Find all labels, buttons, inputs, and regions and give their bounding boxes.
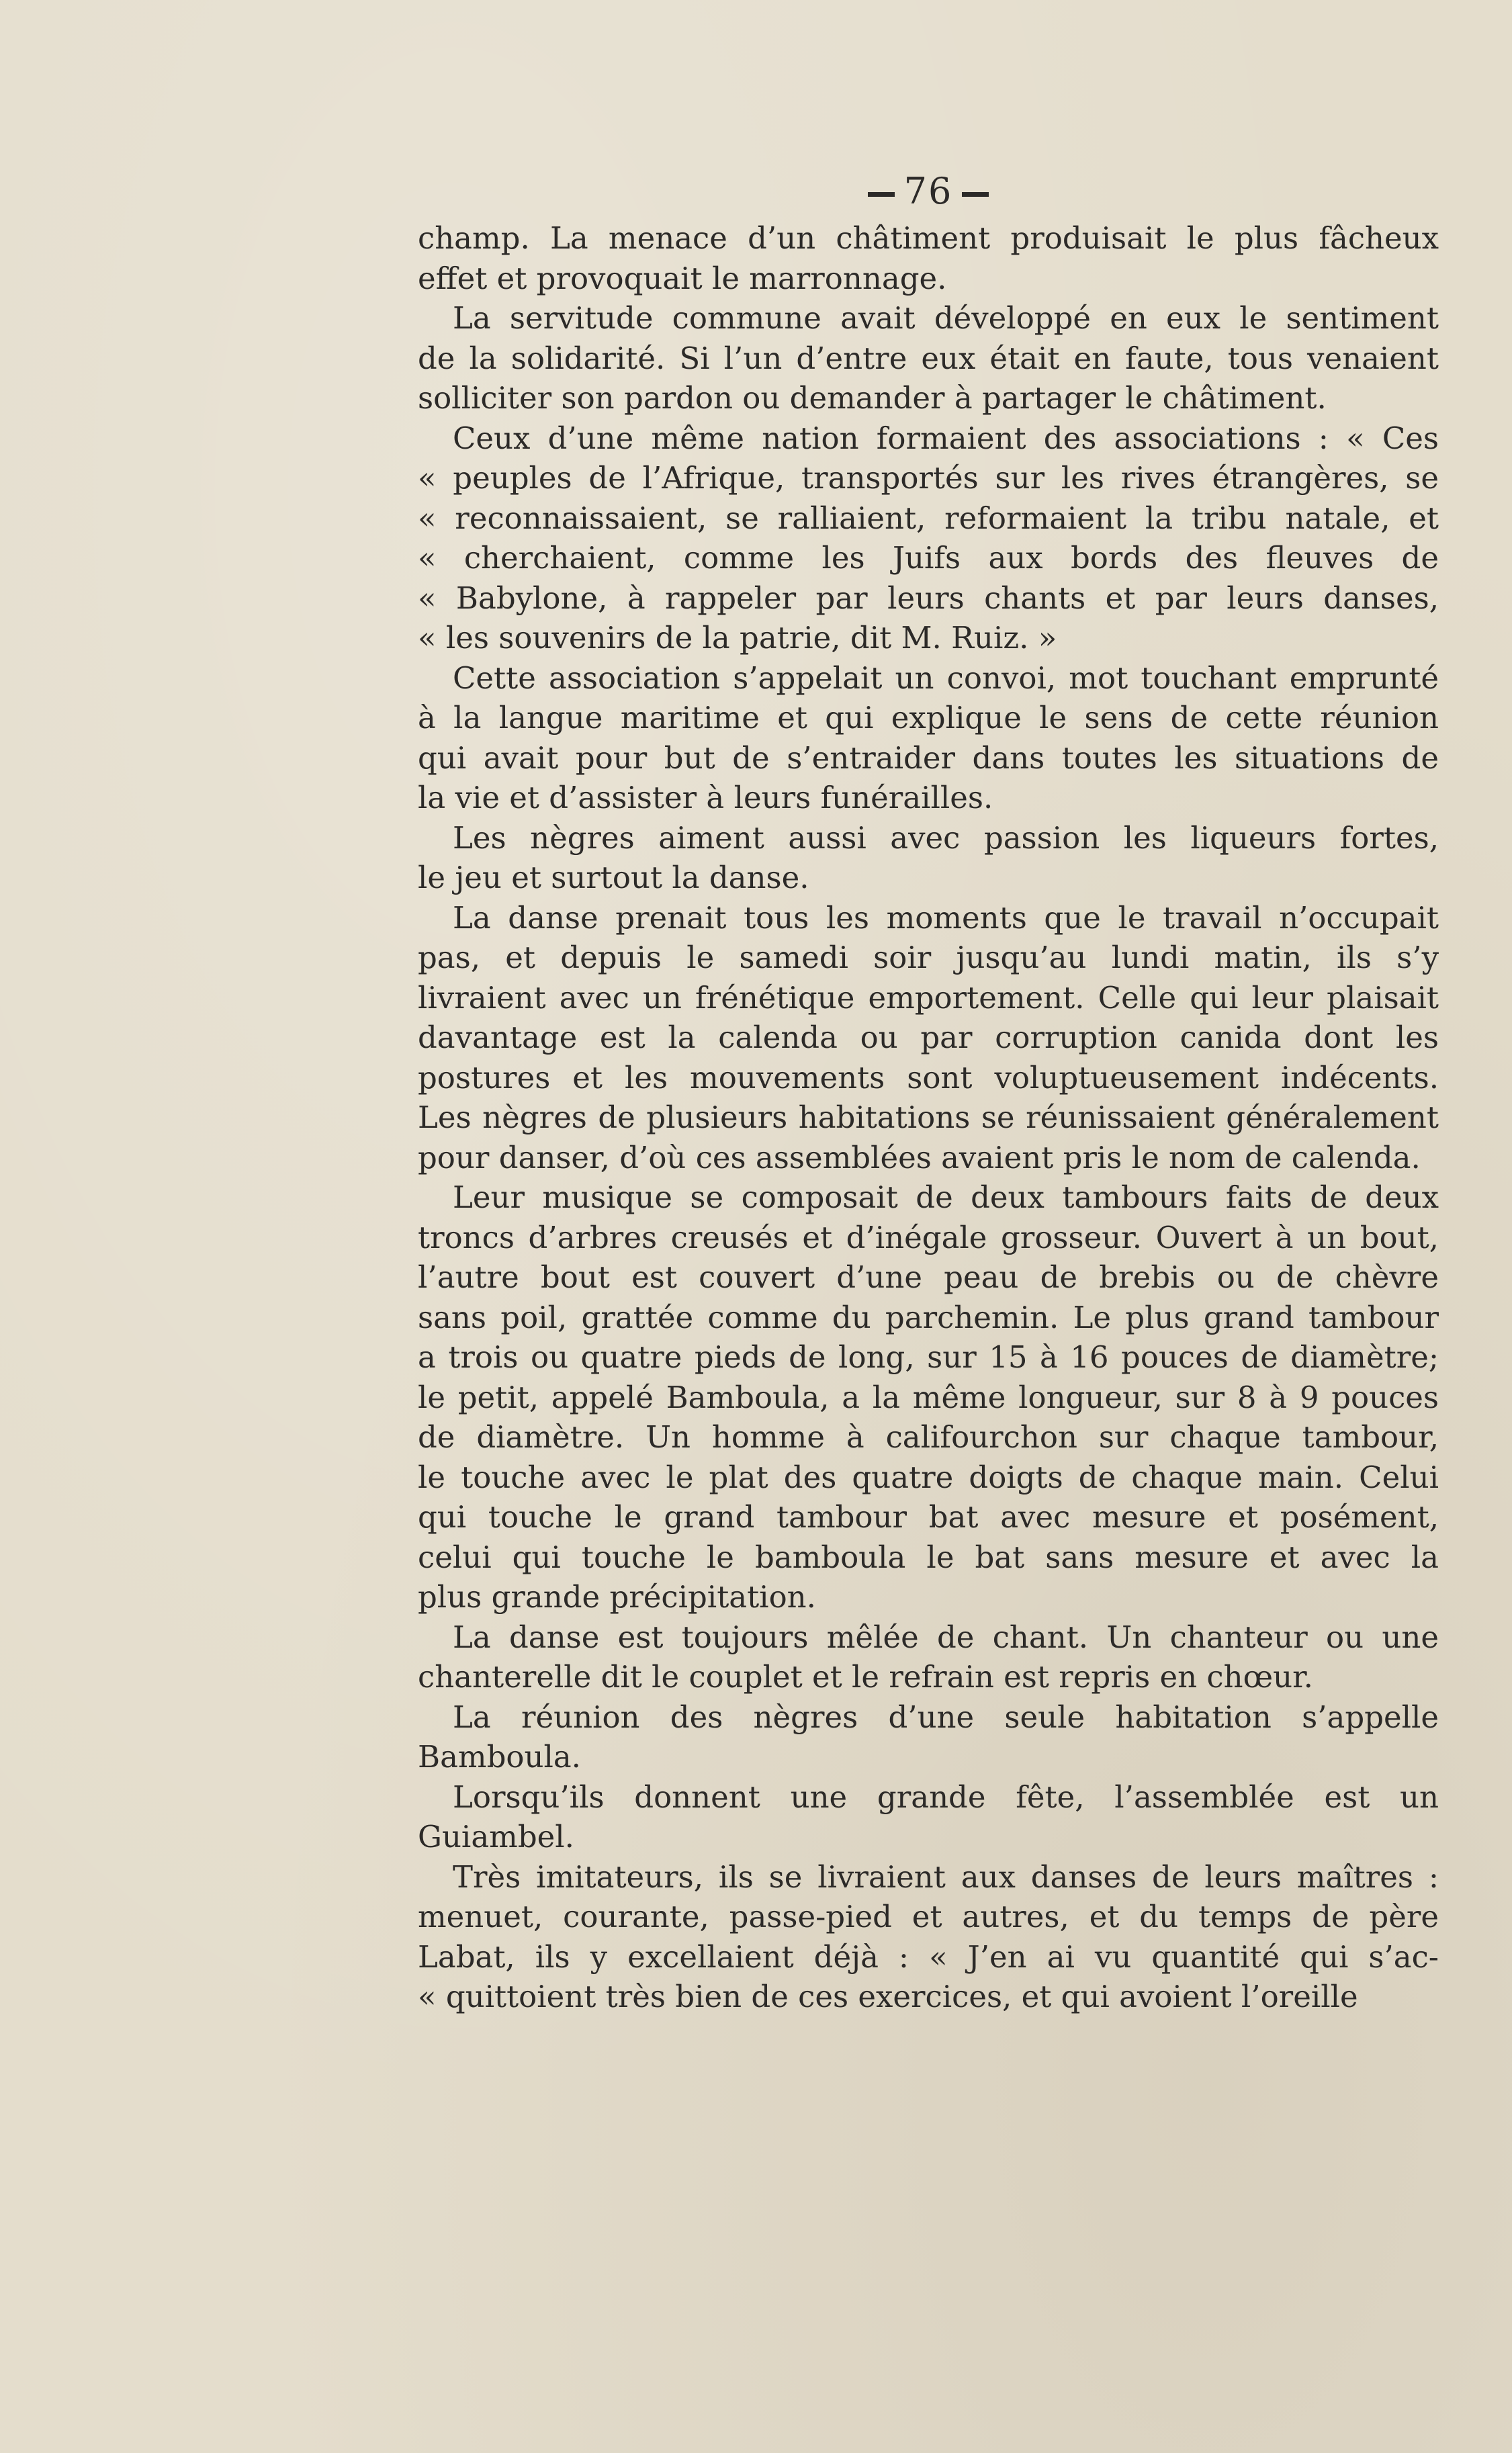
- dash-right: [962, 192, 989, 197]
- text-line: postures et les mouvements sont voluptueusement indécents.: [418, 1059, 1439, 1096]
- dash-left: [868, 192, 895, 197]
- text-line: champ. La menace d’un châtiment produisait le plus fâcheux: [418, 220, 1439, 256]
- text-line: « Babylone, à rappeler par leurs chants et par leurs danses,: [418, 580, 1439, 616]
- text-line: Lorsqu’ils donnent une grande fête, l’assemblée est un: [453, 1779, 1439, 1815]
- text-line: la vie et d’assister à leurs funérailles.: [418, 780, 993, 815]
- text-line: « cherchaient, comme les Juifs aux bords des fleuves de: [418, 540, 1439, 576]
- text-line: le touche avec le plat des quatre doigts de chaque main. Celui: [418, 1459, 1439, 1495]
- text-line: menuet, courante, passe-pied et autres, et du temps de père: [418, 1899, 1439, 1934]
- text-line: La réunion des nègres d’une seule habitation s’appelle: [453, 1699, 1439, 1735]
- text-line: de diamètre. Un homme à califourchon sur chaque tambour,: [418, 1419, 1439, 1455]
- body-text: [418, 218, 1439, 2017]
- paragraph: [418, 818, 1439, 898]
- text-line: solliciter son pardon ou demander à partager le châtiment.: [418, 380, 1327, 416]
- text-line: à la langue maritime et qui explique le sens de cette réunion: [418, 700, 1439, 735]
- text-line: chanterelle dit le couplet et le refrain est repris en chœur.: [418, 1659, 1313, 1695]
- paragraph: [418, 1777, 1439, 1857]
- text-line: Ceux d’une même nation formaient des associations : « Ces: [453, 420, 1439, 456]
- text-line: « peuples de l’Afrique, transportés sur les rives étrangères, se: [418, 460, 1439, 496]
- text-line: qui touche le grand tambour bat avec mesure et posément,: [418, 1499, 1439, 1535]
- page-number-value: 76: [903, 170, 953, 212]
- text-line: plus grande précipitation.: [418, 1579, 816, 1615]
- text-line: qui avait pour but de s’entraider dans toutes les situations de: [418, 740, 1439, 776]
- text-line: davantage est la calenda ou par corruption canida dont les: [418, 1020, 1439, 1055]
- text-line: troncs d’arbres creusés et d’inégale grosseur. Ouvert à un bout,: [418, 1219, 1439, 1255]
- page-number: [418, 171, 1439, 218]
- text-line: le jeu et surtout la danse.: [418, 860, 809, 895]
- text-line: a trois ou quatre pieds de long, sur 15 à 16 pouces de diamètre;: [418, 1339, 1439, 1375]
- paragraph: [418, 1177, 1439, 1617]
- text-line: Les nègres de plusieurs habitations se réunissaient généralement: [418, 1100, 1439, 1135]
- text-line: pas, et depuis le samedi soir jusqu’au lundi matin, ils s’y: [418, 940, 1439, 975]
- text-line: Les nègres aiment aussi avec passion les liqueurs fortes,: [453, 819, 1439, 856]
- paragraph: [418, 658, 1439, 818]
- text-line: « les souvenirs de la patrie, dit M. Ruiz. »: [418, 620, 1057, 656]
- paragraph: [418, 898, 1439, 1178]
- paragraph: [418, 1697, 1439, 1777]
- text-line: de la solidarité. Si l’un d’entre eux était en faute, tous venaient: [418, 340, 1439, 376]
- text-line: Labat, ils y excellaient déjà : « J’en ai vu quantité qui s’ac-: [418, 1938, 1439, 1975]
- text-line: La danse est toujours mêlée de chant. Un chanteur ou une: [453, 1619, 1439, 1655]
- text-line: le petit, appelé Bamboula, a la même longueur, sur 8 à 9 pouces: [418, 1379, 1439, 1415]
- text-line: l’autre bout est couvert d’une peau de brebis ou de chèvre: [418, 1259, 1439, 1295]
- text-line: sans poil, grattée comme du parchemin. Le plus grand tambour: [418, 1299, 1439, 1335]
- text-line: Très imitateurs, ils se livraient aux danses de leurs maîtres :: [453, 1859, 1439, 1895]
- text-line: effet et provoquait le marronnage.: [418, 260, 947, 296]
- paragraph: [418, 1857, 1439, 2017]
- paragraph: [418, 298, 1439, 418]
- paragraph: [418, 1617, 1439, 1697]
- text-line: « quittoient très bien de ces exercices, et qui avoient l’oreille: [418, 1979, 1358, 2014]
- text-line: pour danser, d’où ces assemblées avaient pris le nom de calenda.: [418, 1139, 1421, 1175]
- text-line: celui qui touche le bamboula le bat sans mesure et avec la: [418, 1539, 1439, 1575]
- text-line: Leur musique se composait de deux tambours faits de deux: [453, 1179, 1439, 1215]
- text-line: La danse prenait tous les moments que le travail n’occupait: [453, 899, 1439, 936]
- book-page: [418, 171, 1439, 2017]
- text-line: livraient avec un frénétique emportement. Celle qui leur plaisait: [418, 979, 1439, 1016]
- text-line: Guiambel.: [418, 1819, 574, 1855]
- text-line: La servitude commune avait développé en eux le sentiment: [453, 300, 1439, 336]
- paragraph: [418, 418, 1439, 658]
- text-line: « reconnaissaient, se ralliaient, reformaient la tribu natale, et: [418, 500, 1439, 536]
- text-line: Bamboula.: [418, 1739, 581, 1775]
- paragraph: [418, 218, 1439, 298]
- text-line: Cette association s’appelait un convoi, mot touchant emprunté: [453, 660, 1439, 696]
